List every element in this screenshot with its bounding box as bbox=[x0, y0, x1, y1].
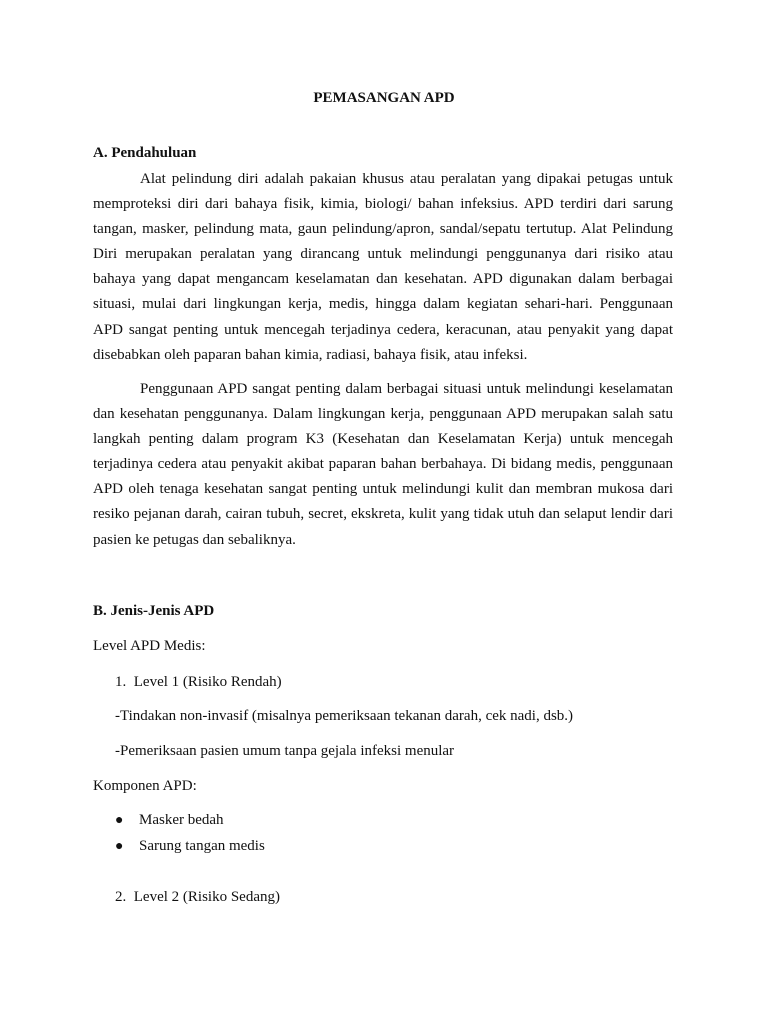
section-b-heading: B. Jenis-Jenis APD bbox=[93, 603, 215, 619]
level-1-item: 1. Level 1 (Risiko Rendah) bbox=[115, 674, 282, 690]
level-1-detail-2: -Pemeriksaan pasien umum tanpa gejala infeksi menular bbox=[115, 743, 455, 759]
section-a-heading: A. Pendahuluan bbox=[93, 145, 197, 161]
bullet-icon: ● bbox=[115, 813, 124, 828]
level-apd-label: Level APD Medis: bbox=[93, 638, 206, 654]
list-item-text: Sarung tangan medis bbox=[139, 838, 265, 854]
section-a-paragraph-2: Penggunaan APD sangat penting dalam berbagai situasi untuk melindungi keselamatan dan kesehatan penggunanya. Dalam lingkungan kerja, penggunaan APD merupakan salah satu langkah penting dalam program K3 (Kesehatan dan Keselamatan Kerja) untuk mencegah terjadinya cedera atau penyakit akibat paparan bahan berbahaya. Di bidang medis, penggunaan APD oleh tenaga kesehatan sangat penting untuk melindungi kulit dan membran mukosa dari resiko pejanan darah, cairan tubuh, secret, ekskreta, kulit yang tidak utuh dan selaput lendir dari pasien ke petugas dan sebaliknya. bbox=[93, 381, 673, 548]
bullet-icon: ● bbox=[115, 839, 124, 854]
list-item bbox=[115, 810, 224, 831]
section-a-paragraph-1: Alat pelindung diri adalah pakaian khusus atau peralatan yang dipakai petugas untuk memproteksi diri dari bahaya fisik, kimia, biologi/ bahan infeksius. APD terdiri dari sarung tangan, masker, pelindung mata, gaun pelindung/apron, sandal/sepatu tertutup. Alat Pelindung Diri merupakan peralatan yang dirancang untuk melindungi penggunanya dari risiko atau bahaya yang dapat mengancam keselamatan dan kesehatan. APD digunakan dalam berbagai situasi, mulai dari lingkungan kerja, medis, hingga dalam kegiatan sehari-hari. Penggunaan APD sangat penting untuk mencegah terjadinya cedera, keracunan, atau penyakit yang dapat disebabkan oleh paparan bahan kimia, radiasi, bahaya fisik, atau infeksi. bbox=[93, 171, 673, 363]
list-item-text: Masker bedah bbox=[139, 812, 224, 828]
level-1-detail-1: -Tindakan non-invasif (misalnya pemeriksaan tekanan darah, cek nadi, dsb.) bbox=[115, 708, 574, 724]
document-title: PEMASANGAN APD bbox=[313, 90, 455, 106]
komponen-apd-label: Komponen APD: bbox=[93, 778, 197, 794]
level-2-item: 2. Level 2 (Risiko Sedang) bbox=[115, 889, 280, 905]
list-item bbox=[115, 836, 265, 857]
